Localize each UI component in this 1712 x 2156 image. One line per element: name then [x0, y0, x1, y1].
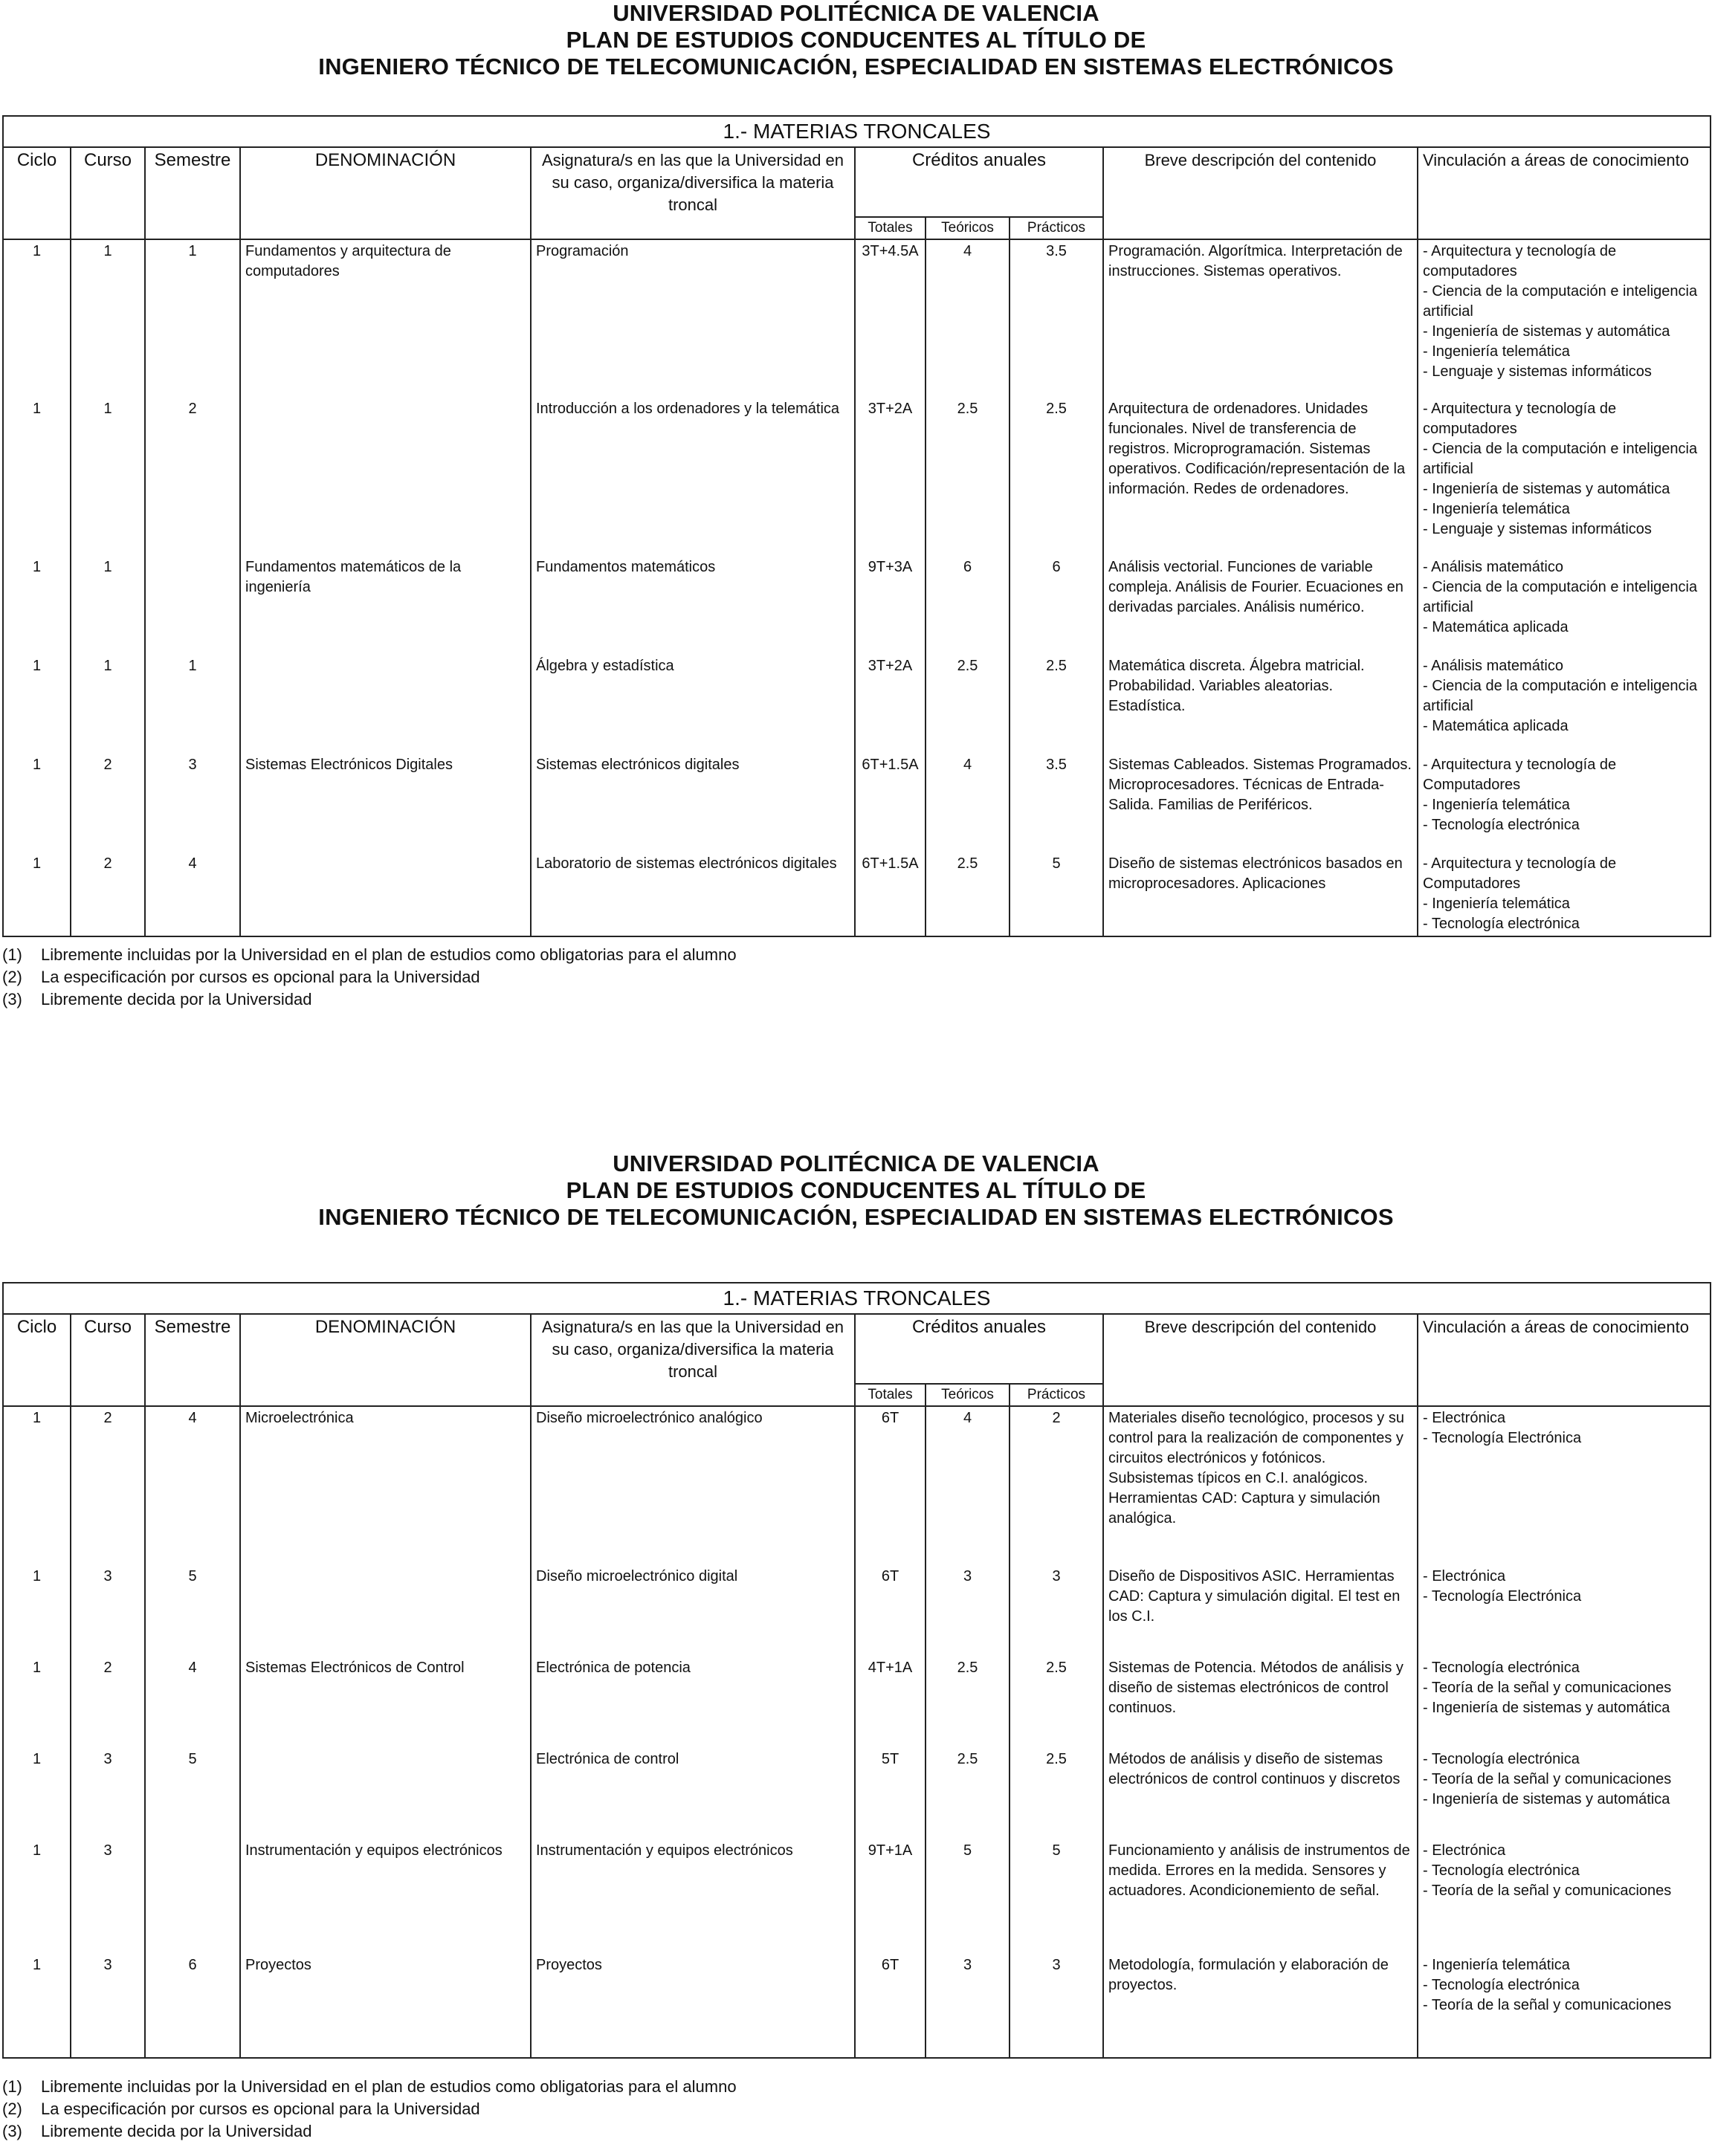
cell-denominacion: [240, 1748, 531, 1839]
cell-totales: 9T+3A: [855, 556, 926, 655]
cell-asignatura: Electrónica de potencia: [531, 1657, 855, 1748]
footnote: [2, 2076, 737, 2098]
area-item: - Ingeniería de sistemas y automática: [1423, 323, 1670, 340]
header-totales: Totales: [855, 217, 926, 239]
footnote-text: La especificación por cursos es opcional para la Universidad: [41, 968, 480, 986]
cell-semestre: 3: [145, 754, 240, 852]
cell-teoricos: 6: [926, 556, 1010, 655]
section-heading: 1.- MATERIAS TRONCALES: [3, 1283, 1711, 1314]
header-denominacion: DENOMINACIÓN: [240, 1314, 531, 1406]
cell-curso: 1: [71, 239, 145, 398]
cell-areas: [1418, 1565, 1711, 1657]
header-totales: Totales: [855, 1384, 926, 1406]
cell-asignatura: Proyectos: [531, 1954, 855, 2058]
area-item: - Ciencia de la computación e inteligencia artificial: [1423, 579, 1698, 615]
cell-denominacion: [240, 655, 531, 754]
cell-semestre: 4: [145, 1657, 240, 1748]
cell-descripcion: Sistemas de Potencia. Métodos de análisis y diseño de sistemas electrónicos de control continuos.: [1103, 1657, 1418, 1748]
title-line-university: UNIVERSIDAD POLITÉCNICA DE VALENCIA: [613, 1150, 1099, 1176]
footnote: [2, 944, 737, 966]
cell-practicos: 3: [1010, 1565, 1103, 1657]
section-heading: 1.- MATERIAS TRONCALES: [3, 116, 1711, 147]
header-asignatura: Asignatura/s en las que la Universidad en su caso, organiza/diversifica la materia troncal: [531, 147, 855, 239]
cell-curso: 3: [71, 1565, 145, 1657]
header-descripcion: Breve descripción del contenido: [1103, 1314, 1418, 1406]
cell-descripcion: Funcionamiento y análisis de instrumentos de medida. Errores en la medida. Sensores y actuadores. Acondicionemiento de señal.: [1103, 1839, 1418, 1954]
area-item: - Ingeniería telemática: [1423, 343, 1570, 360]
cell-totales: 4T+1A: [855, 1657, 926, 1748]
footnote-text: Libremente incluidas por la Universidad en el plan de estudios como obligatorias para el alumno: [41, 945, 737, 964]
cell-totales: 9T+1A: [855, 1839, 926, 1954]
cell-denominacion: Microelectrónica: [240, 1406, 531, 1565]
cell-asignatura: Diseño microelectrónico digital: [531, 1565, 855, 1657]
area-item: - Tecnología electrónica: [1423, 817, 1580, 833]
area-item: - Teoría de la señal y comunicaciones: [1423, 1680, 1672, 1696]
header-semestre: Semestre: [145, 1314, 240, 1406]
cell-denominacion: [240, 852, 531, 936]
cell-practicos: 2.5: [1010, 398, 1103, 556]
cell-descripcion: Sistemas Cableados. Sistemas Programados. Microprocesadores. Técnicas de Entrada-Salida. Familias de Periféricos.: [1103, 754, 1418, 852]
cell-ciclo: 1: [3, 1748, 71, 1839]
cell-areas: [1418, 556, 1711, 655]
cell-teoricos: 2.5: [926, 852, 1010, 936]
title-line-degree: INGENIERO TÉCNICO DE TELECOMUNICACIÓN, ESPECIALIDAD EN SISTEMAS ELECTRÓNICOS: [318, 54, 1394, 80]
cell-curso: 1: [71, 556, 145, 655]
footnote: [2, 2120, 737, 2143]
cell-teoricos: 3: [926, 1565, 1010, 1657]
footnote-number: (3): [2, 990, 22, 1009]
cell-ciclo: 1: [3, 1657, 71, 1748]
cell-practicos: 3.5: [1010, 754, 1103, 852]
cell-ciclo: 1: [3, 1406, 71, 1565]
table-row: [3, 1748, 1711, 1839]
cell-ciclo: 1: [3, 754, 71, 852]
cell-descripcion: Matemática discreta. Álgebra matricial. Probabilidad. Variables aleatorias. Estadística.: [1103, 655, 1418, 754]
table-row: [3, 1954, 1711, 2058]
cell-semestre: 5: [145, 1748, 240, 1839]
area-item: - Teoría de la señal y comunicaciones: [1423, 1997, 1672, 2013]
area-item: - Ingeniería de sistemas y automática: [1423, 1791, 1670, 1807]
cell-practicos: 2: [1010, 1406, 1103, 1565]
cell-denominacion: [240, 1565, 531, 1657]
cell-curso: 2: [71, 754, 145, 852]
footnote-number: (3): [2, 2122, 22, 2140]
cell-totales: 6T+1.5A: [855, 754, 926, 852]
footnote: [2, 988, 737, 1011]
table-row: [3, 556, 1711, 655]
area-item: - Análisis matemático: [1423, 658, 1563, 674]
footnotes: [2, 2076, 737, 2143]
cell-ciclo: 1: [3, 655, 71, 754]
cell-curso: 2: [71, 852, 145, 936]
area-item: - Tecnología electrónica: [1423, 1751, 1580, 1767]
cell-semestre: 1: [145, 655, 240, 754]
cell-asignatura: Introducción a los ordenadores y la telemática: [531, 398, 855, 556]
header-teoricos: Teóricos: [926, 217, 1010, 239]
cell-ciclo: 1: [3, 556, 71, 655]
footnote-text: Libremente decida por la Universidad: [41, 990, 312, 1009]
table-row: [3, 1406, 1711, 1565]
cell-semestre: 2: [145, 398, 240, 556]
cell-semestre: [145, 1839, 240, 1954]
header-denominacion: DENOMINACIÓN: [240, 147, 531, 239]
cell-curso: 1: [71, 398, 145, 556]
cell-semestre: 6: [145, 1954, 240, 2058]
cell-denominacion: Proyectos: [240, 1954, 531, 2058]
footnote: [2, 966, 737, 988]
cell-areas: [1418, 239, 1711, 398]
cell-asignatura: Sistemas electrónicos digitales: [531, 754, 855, 852]
cell-denominacion: Fundamentos matemáticos de la ingeniería: [240, 556, 531, 655]
header-curso: Curso: [71, 147, 145, 239]
table-row: [3, 398, 1711, 556]
cell-denominacion: [240, 398, 531, 556]
document-title: [0, 0, 1712, 80]
area-item: - Ingeniería telemática: [1423, 797, 1570, 813]
area-item: - Ingeniería telemática: [1423, 896, 1570, 912]
cell-asignatura: Programación: [531, 239, 855, 398]
cell-areas: [1418, 1657, 1711, 1748]
area-item: - Análisis matemático: [1423, 559, 1563, 575]
area-item: - Lenguaje y sistemas informáticos: [1423, 521, 1652, 537]
area-item: - Matemática aplicada: [1423, 619, 1569, 635]
cell-totales: 5T: [855, 1748, 926, 1839]
cell-areas: [1418, 1748, 1711, 1839]
cell-semestre: 1: [145, 239, 240, 398]
header-ciclo: Ciclo: [3, 147, 71, 239]
cell-semestre: 4: [145, 1406, 240, 1565]
footnotes: [2, 944, 737, 1011]
cell-asignatura: Laboratorio de sistemas electrónicos digitales: [531, 852, 855, 936]
cell-areas: [1418, 655, 1711, 754]
cell-teoricos: 4: [926, 754, 1010, 852]
footnote-text: Libremente incluidas por la Universidad en el plan de estudios como obligatorias para el alumno: [41, 2077, 737, 2096]
cell-asignatura: Álgebra y estadística: [531, 655, 855, 754]
footnote-number: (2): [2, 2100, 22, 2118]
header-ciclo: Ciclo: [3, 1314, 71, 1406]
footnote-text: Libremente decida por la Universidad: [41, 2122, 312, 2140]
area-item: - Lenguaje y sistemas informáticos: [1423, 363, 1652, 380]
area-item: - Teoría de la señal y comunicaciones: [1423, 1771, 1672, 1787]
header-creditos-anuales: Créditos anuales: [855, 147, 1103, 217]
cell-descripcion: Materiales diseño tecnológico, procesos y su control para la realización de componentes y circuitos electrónicos y fotónicos. Subsistemas típicos en C.I. analógicos. Herramientas CAD: Captura y simulación analógica.: [1103, 1406, 1418, 1565]
footnote-number: (1): [2, 945, 22, 964]
header-practicos: Prácticos: [1010, 217, 1103, 239]
cell-teoricos: 4: [926, 1406, 1010, 1565]
cell-practicos: 2.5: [1010, 1657, 1103, 1748]
cell-asignatura: Instrumentación y equipos electrónicos: [531, 1839, 855, 1954]
cell-asignatura: Fundamentos matemáticos: [531, 556, 855, 655]
area-item: - Arquitectura y tecnología de Computadores: [1423, 757, 1617, 793]
cell-teoricos: 5: [926, 1839, 1010, 1954]
area-item: - Tecnología electrónica: [1423, 1862, 1580, 1879]
cell-areas: [1418, 1406, 1711, 1565]
cell-curso: 3: [71, 1954, 145, 2058]
cell-semestre: [145, 556, 240, 655]
header-vinculacion: Vinculación a áreas de conocimiento: [1418, 147, 1711, 239]
cell-ciclo: 1: [3, 1839, 71, 1954]
area-item: - Electrónica: [1423, 1842, 1506, 1859]
title-line-plan: PLAN DE ESTUDIOS CONDUCENTES AL TÍTULO DE: [566, 27, 1146, 53]
cell-descripcion: Programación. Algorítmica. Interpretación de instrucciones. Sistemas operativos.: [1103, 239, 1418, 398]
area-item: - Tecnología electrónica: [1423, 1660, 1580, 1676]
area-item: - Ingeniería telemática: [1423, 1957, 1570, 1973]
cell-descripcion: Análisis vectorial. Funciones de variable compleja. Análisis de Fourier. Ecuaciones en derivadas parciales. Análisis numérico.: [1103, 556, 1418, 655]
footnote-text: La especificación por cursos es opcional para la Universidad: [41, 2100, 480, 2118]
cell-areas: [1418, 852, 1711, 936]
table-row: [3, 1657, 1711, 1748]
table-row: [3, 1839, 1711, 1954]
cell-totales: 3T+2A: [855, 655, 926, 754]
area-item: - Ciencia de la computación e inteligencia artificial: [1423, 441, 1698, 477]
cell-asignatura: Electrónica de control: [531, 1748, 855, 1839]
footnote-number: (1): [2, 2077, 22, 2096]
title-line-plan: PLAN DE ESTUDIOS CONDUCENTES AL TÍTULO DE: [566, 1177, 1146, 1203]
cell-teoricos: 2.5: [926, 398, 1010, 556]
footnote-number: (2): [2, 968, 22, 986]
area-item: - Matemática aplicada: [1423, 718, 1569, 734]
cell-curso: 2: [71, 1406, 145, 1565]
header-asignatura: Asignatura/s en las que la Universidad en su caso, organiza/diversifica la materia troncal: [531, 1314, 855, 1406]
cell-descripcion: Arquitectura de ordenadores. Unidades funcionales. Nivel de transferencia de registros. Microprogramación. Sistemas operativos. Codificación/representación de la información. Redes de ordenadores.: [1103, 398, 1418, 556]
cell-curso: 3: [71, 1839, 145, 1954]
cell-teoricos: 4: [926, 239, 1010, 398]
area-item: - Tecnología electrónica: [1423, 916, 1580, 932]
materias-troncales-table: [2, 1282, 1711, 2059]
area-item: - Ciencia de la computación e inteligencia artificial: [1423, 283, 1698, 320]
cell-denominacion: Sistemas Electrónicos de Control: [240, 1657, 531, 1748]
table-row: [3, 1565, 1711, 1657]
cell-totales: 3T+2A: [855, 398, 926, 556]
area-item: - Tecnología Electrónica: [1423, 1588, 1582, 1605]
header-vinculacion: Vinculación a áreas de conocimiento: [1418, 1314, 1711, 1406]
table-row: [3, 655, 1711, 754]
cell-practicos: 6: [1010, 556, 1103, 655]
cell-denominacion: Fundamentos y arquitectura de computadores: [240, 239, 531, 398]
cell-totales: 3T+4.5A: [855, 239, 926, 398]
cell-descripcion: Diseño de Dispositivos ASIC. Herramientas CAD: Captura y simulación digital. El test en los C.I.: [1103, 1565, 1418, 1657]
area-item: - Ingeniería de sistemas y automática: [1423, 481, 1670, 497]
table-row: [3, 852, 1711, 936]
cell-curso: 3: [71, 1748, 145, 1839]
header-semestre: Semestre: [145, 147, 240, 239]
cell-descripcion: Métodos de análisis y diseño de sistemas electrónicos de control continuos y discretos: [1103, 1748, 1418, 1839]
cell-totales: 6T: [855, 1954, 926, 2058]
header-teoricos: Teóricos: [926, 1384, 1010, 1406]
cell-practicos: 5: [1010, 852, 1103, 936]
cell-practicos: 2.5: [1010, 1748, 1103, 1839]
title-line-university: UNIVERSIDAD POLITÉCNICA DE VALENCIA: [613, 0, 1099, 26]
cell-curso: 2: [71, 1657, 145, 1748]
area-item: - Electrónica: [1423, 1568, 1506, 1584]
cell-descripcion: Diseño de sistemas electrónicos basados en microprocesadores. Aplicaciones: [1103, 852, 1418, 936]
header-descripcion: Breve descripción del contenido: [1103, 147, 1418, 239]
cell-ciclo: 1: [3, 1954, 71, 2058]
area-item: - Ingeniería telemática: [1423, 501, 1570, 517]
header-curso: Curso: [71, 1314, 145, 1406]
cell-ciclo: 1: [3, 852, 71, 936]
document-page-1: [0, 0, 1712, 1009]
cell-denominacion: Instrumentación y equipos electrónicos: [240, 1839, 531, 1954]
table-row: [3, 754, 1711, 852]
cell-totales: 6T: [855, 1565, 926, 1657]
cell-teoricos: 3: [926, 1954, 1010, 2058]
cell-semestre: 4: [145, 852, 240, 936]
document-page-2: [0, 1150, 1712, 2140]
cell-ciclo: 1: [3, 1565, 71, 1657]
cell-totales: 6T+1.5A: [855, 852, 926, 936]
cell-teoricos: 2.5: [926, 1657, 1010, 1748]
cell-practicos: 2.5: [1010, 655, 1103, 754]
document-title: [0, 1150, 1712, 1231]
cell-practicos: 3.5: [1010, 239, 1103, 398]
cell-teoricos: 2.5: [926, 655, 1010, 754]
area-item: - Electrónica: [1423, 1410, 1506, 1426]
cell-semestre: 5: [145, 1565, 240, 1657]
cell-denominacion: Sistemas Electrónicos Digitales: [240, 754, 531, 852]
cell-ciclo: 1: [3, 239, 71, 398]
cell-totales: 6T: [855, 1406, 926, 1565]
area-item: - Arquitectura y tecnología de computadores: [1423, 243, 1617, 279]
cell-areas: [1418, 754, 1711, 852]
area-item: - Teoría de la señal y comunicaciones: [1423, 1883, 1672, 1899]
cell-areas: [1418, 398, 1711, 556]
materias-troncales-table: [2, 115, 1711, 937]
cell-practicos: 5: [1010, 1839, 1103, 1954]
cell-asignatura: Diseño microelectrónico analógico: [531, 1406, 855, 1565]
area-item: - Arquitectura y tecnología de Computadores: [1423, 855, 1617, 892]
area-item: - Arquitectura y tecnología de computadores: [1423, 401, 1617, 437]
area-item: - Ingeniería de sistemas y automática: [1423, 1700, 1670, 1716]
table-row: [3, 239, 1711, 398]
title-line-degree: INGENIERO TÉCNICO DE TELECOMUNICACIÓN, ESPECIALIDAD EN SISTEMAS ELECTRÓNICOS: [318, 1204, 1394, 1230]
cell-practicos: 3: [1010, 1954, 1103, 2058]
cell-teoricos: 2.5: [926, 1748, 1010, 1839]
area-item: - Tecnología electrónica: [1423, 1977, 1580, 1993]
cell-curso: 1: [71, 655, 145, 754]
area-item: - Tecnología Electrónica: [1423, 1430, 1582, 1446]
cell-areas: [1418, 1839, 1711, 1954]
cell-areas: [1418, 1954, 1711, 2058]
area-item: - Ciencia de la computación e inteligencia artificial: [1423, 678, 1698, 714]
cell-ciclo: 1: [3, 398, 71, 556]
header-practicos: Prácticos: [1010, 1384, 1103, 1406]
cell-descripcion: Metodología, formulación y elaboración de proyectos.: [1103, 1954, 1418, 2058]
footnote: [2, 2098, 737, 2120]
header-creditos-anuales: Créditos anuales: [855, 1314, 1103, 1384]
